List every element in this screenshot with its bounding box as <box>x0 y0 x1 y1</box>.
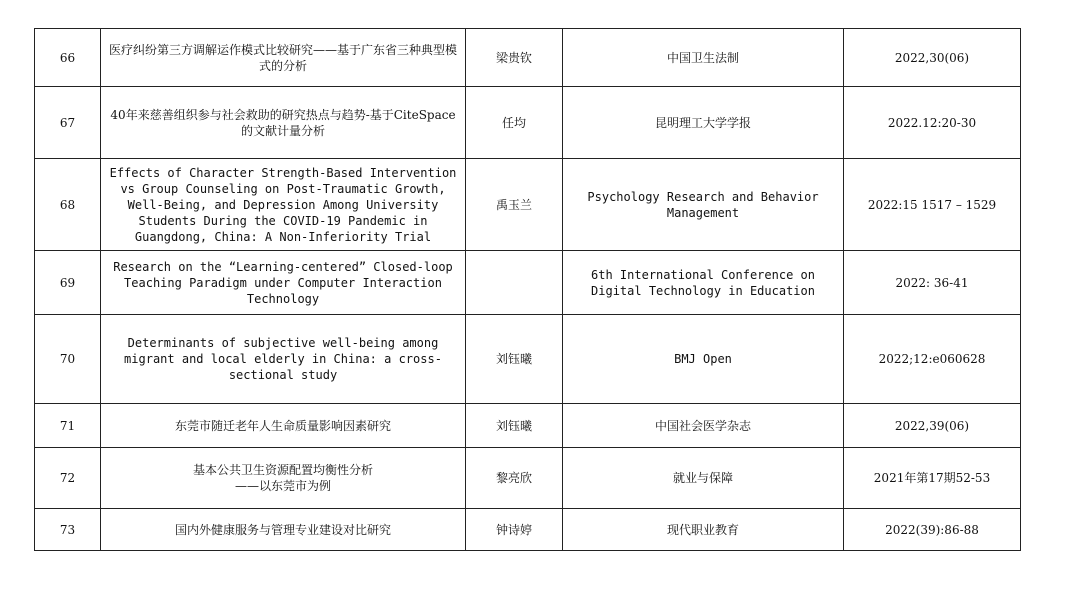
row-number: 69 <box>35 251 101 315</box>
table-row <box>35 315 1021 404</box>
journal: BMJ Open <box>563 315 844 404</box>
table-row <box>35 404 1021 448</box>
publication-info: 2021年第17期52-53 <box>844 448 1021 509</box>
publication-info: 2022,39(06) <box>844 404 1021 448</box>
paper-title: Determinants of subjective well-being among migrant and local elderly in China: a cross-sectional study <box>101 315 466 404</box>
publication-info: 2022;12:e060628 <box>844 315 1021 404</box>
publications-table <box>34 28 1021 551</box>
table-row <box>35 251 1021 315</box>
publication-info: 2022:15 1517 – 1529 <box>844 159 1021 251</box>
journal: Psychology Research and Behavior Management <box>563 159 844 251</box>
paper-title-line1: 基本公共卫生资源配置均衡性分析 <box>192 463 373 477</box>
journal: 6th International Conference on Digital Technology in Education <box>563 251 844 315</box>
journal: 就业与保障 <box>563 448 844 509</box>
author <box>466 251 563 315</box>
paper-title: 国内外健康服务与管理专业建设对比研究 <box>101 509 466 551</box>
row-number: 70 <box>35 315 101 404</box>
table-row <box>35 509 1021 551</box>
row-number: 68 <box>35 159 101 251</box>
paper-title: 东莞市随迁老年人生命质量影响因素研究 <box>101 404 466 448</box>
author: 刘钰曦 <box>466 404 563 448</box>
publication-info: 2022,30(06) <box>844 29 1021 87</box>
paper-title: 医疗纠纷第三方调解运作模式比较研究——基于广东省三种典型模式的分析 <box>101 29 466 87</box>
author: 黎亮欣 <box>466 448 563 509</box>
journal: 现代职业教育 <box>563 509 844 551</box>
journal: 昆明理工大学学报 <box>563 87 844 159</box>
table-row <box>35 29 1021 87</box>
author: 任均 <box>466 87 563 159</box>
author: 梁贵钦 <box>466 29 563 87</box>
row-number: 73 <box>35 509 101 551</box>
paper-title: Effects of Character Strength-Based Intervention vs Group Counseling on Post-Traumatic Growth, Well-Being, and Depression Among University Students During the COVID-19 Pandemic in Guangdong, China: A Non-Inferiority Trial <box>101 159 466 251</box>
publication-info: 2022: 36-41 <box>844 251 1021 315</box>
table-row <box>35 159 1021 251</box>
table-row <box>35 448 1021 509</box>
author: 禹玉兰 <box>466 159 563 251</box>
paper-title-line2: ——以东莞市为例 <box>234 479 331 493</box>
row-number: 66 <box>35 29 101 87</box>
journal: 中国社会医学杂志 <box>563 404 844 448</box>
row-number: 71 <box>35 404 101 448</box>
author: 刘钰曦 <box>466 315 563 404</box>
journal: 中国卫生法制 <box>563 29 844 87</box>
row-number: 67 <box>35 87 101 159</box>
paper-title: Research on the “Learning-centered” Closed-loop Teaching Paradigm under Computer Interaction Technology <box>101 251 466 315</box>
table-row <box>35 87 1021 159</box>
paper-title: 40年来慈善组织参与社会救助的研究热点与趋势-基于CiteSpace的文献计量分析 <box>101 87 466 159</box>
publication-info: 2022(39):86-88 <box>844 509 1021 551</box>
author: 钟诗婷 <box>466 509 563 551</box>
publication-info: 2022.12:20-30 <box>844 87 1021 159</box>
paper-title <box>101 448 466 509</box>
row-number: 72 <box>35 448 101 509</box>
